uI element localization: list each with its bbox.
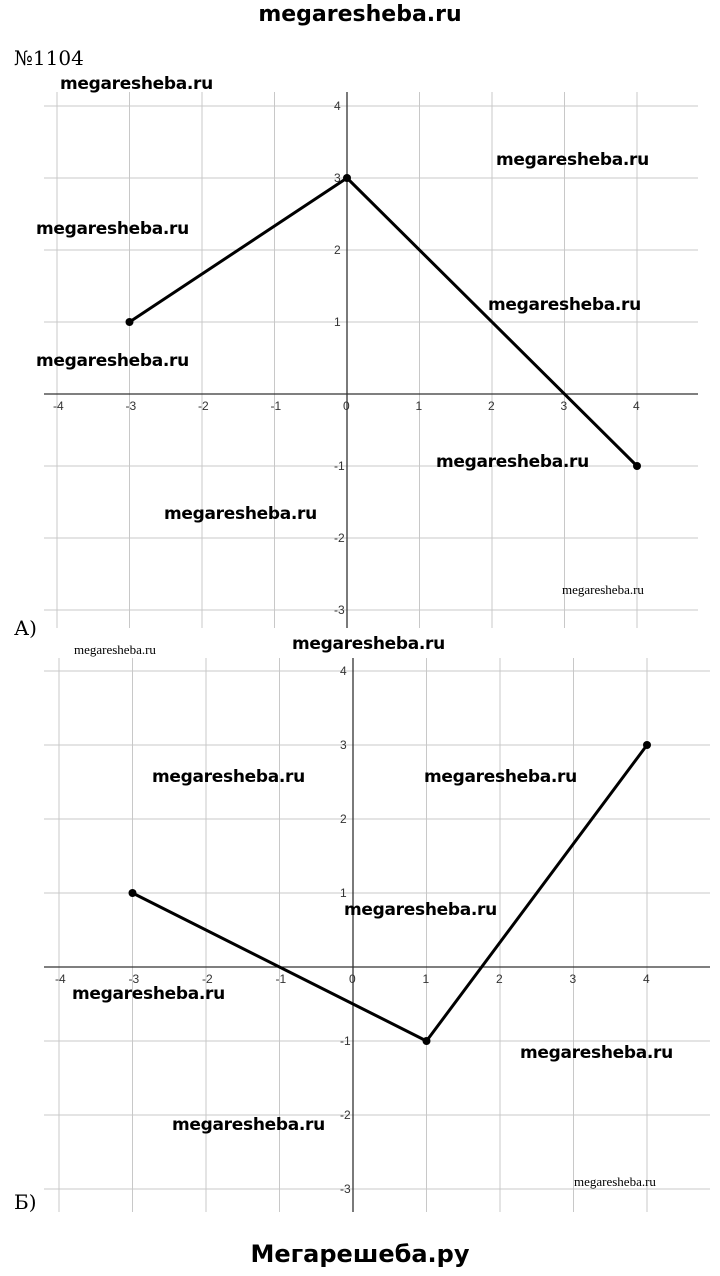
site-header: megaresheba.ru xyxy=(258,2,462,27)
x-tick-label: 1 xyxy=(415,399,423,413)
part-label-a: А) xyxy=(14,616,37,640)
y-tick-label: 3 xyxy=(334,171,341,185)
y-tick-label: -1 xyxy=(334,459,345,473)
watermark-small: megaresheba.ru xyxy=(574,1174,656,1189)
x-tick-label: -3 xyxy=(125,399,137,413)
y-tick-label: -1 xyxy=(340,1034,351,1048)
y-tick-label: 3 xyxy=(340,738,347,752)
site-footer: Мегарешеба.ру xyxy=(250,1240,470,1268)
data-point xyxy=(633,462,641,470)
watermark: megaresheba.ru xyxy=(72,984,225,1004)
watermark: megaresheba.ru xyxy=(36,219,189,239)
y-tick-label: 1 xyxy=(340,886,347,900)
y-tick-label: 4 xyxy=(340,664,347,678)
y-tick-label: -2 xyxy=(340,1108,351,1122)
data-point xyxy=(129,889,137,897)
x-tick-label: -4 xyxy=(53,399,64,413)
watermark: megaresheba.ru xyxy=(520,1043,673,1063)
watermark-small: megaresheba.ru xyxy=(74,642,156,657)
data-point xyxy=(643,741,651,749)
chart-b xyxy=(0,656,720,1216)
x-tick-label: -2 xyxy=(202,972,213,986)
watermark: megaresheba.ru xyxy=(164,504,317,524)
watermark: megaresheba.ru xyxy=(344,900,497,920)
watermark: megaresheba.ru xyxy=(424,767,577,787)
x-tick-label: 4 xyxy=(643,972,650,986)
y-tick-label: -3 xyxy=(340,1182,351,1196)
y-tick-label: 1 xyxy=(334,315,341,329)
watermark: megaresheba.ru xyxy=(488,295,641,315)
problem-number: №1104 xyxy=(14,46,84,70)
y-tick-label: 4 xyxy=(334,99,341,113)
y-tick-label: 2 xyxy=(334,243,341,257)
data-point xyxy=(423,1037,431,1045)
x-tick-label: 3 xyxy=(560,399,568,413)
y-tick-label: -2 xyxy=(334,531,345,545)
y-tick-label: -3 xyxy=(334,603,345,617)
x-tick-label: -2 xyxy=(198,399,209,413)
x-tick-label: 1 xyxy=(422,972,430,986)
x-tick-label: -1 xyxy=(270,399,282,413)
watermark: megaresheba.ru xyxy=(152,767,305,787)
x-tick-label: -1 xyxy=(275,972,287,986)
watermark: megaresheba.ru xyxy=(60,74,213,94)
part-label-b: Б) xyxy=(14,1190,37,1214)
x-tick-label: 2 xyxy=(488,399,495,413)
watermark: megaresheba.ru xyxy=(436,452,589,472)
x-tick-label: -3 xyxy=(128,972,140,986)
x-tick-label: 0 xyxy=(343,399,350,413)
x-tick-label: -4 xyxy=(55,972,66,986)
watermark: megaresheba.ru xyxy=(496,150,649,170)
x-tick-label: 0 xyxy=(349,972,356,986)
x-tick-label: 3 xyxy=(569,972,577,986)
watermark: megaresheba.ru xyxy=(292,634,445,654)
watermark: megaresheba.ru xyxy=(36,351,189,371)
x-tick-label: 4 xyxy=(633,399,640,413)
x-tick-label: 2 xyxy=(496,972,503,986)
watermark-small: megaresheba.ru xyxy=(562,582,644,597)
watermark: megaresheba.ru xyxy=(172,1115,325,1135)
data-point xyxy=(126,318,134,326)
y-tick-label: 2 xyxy=(340,812,347,826)
data-point xyxy=(343,174,351,182)
